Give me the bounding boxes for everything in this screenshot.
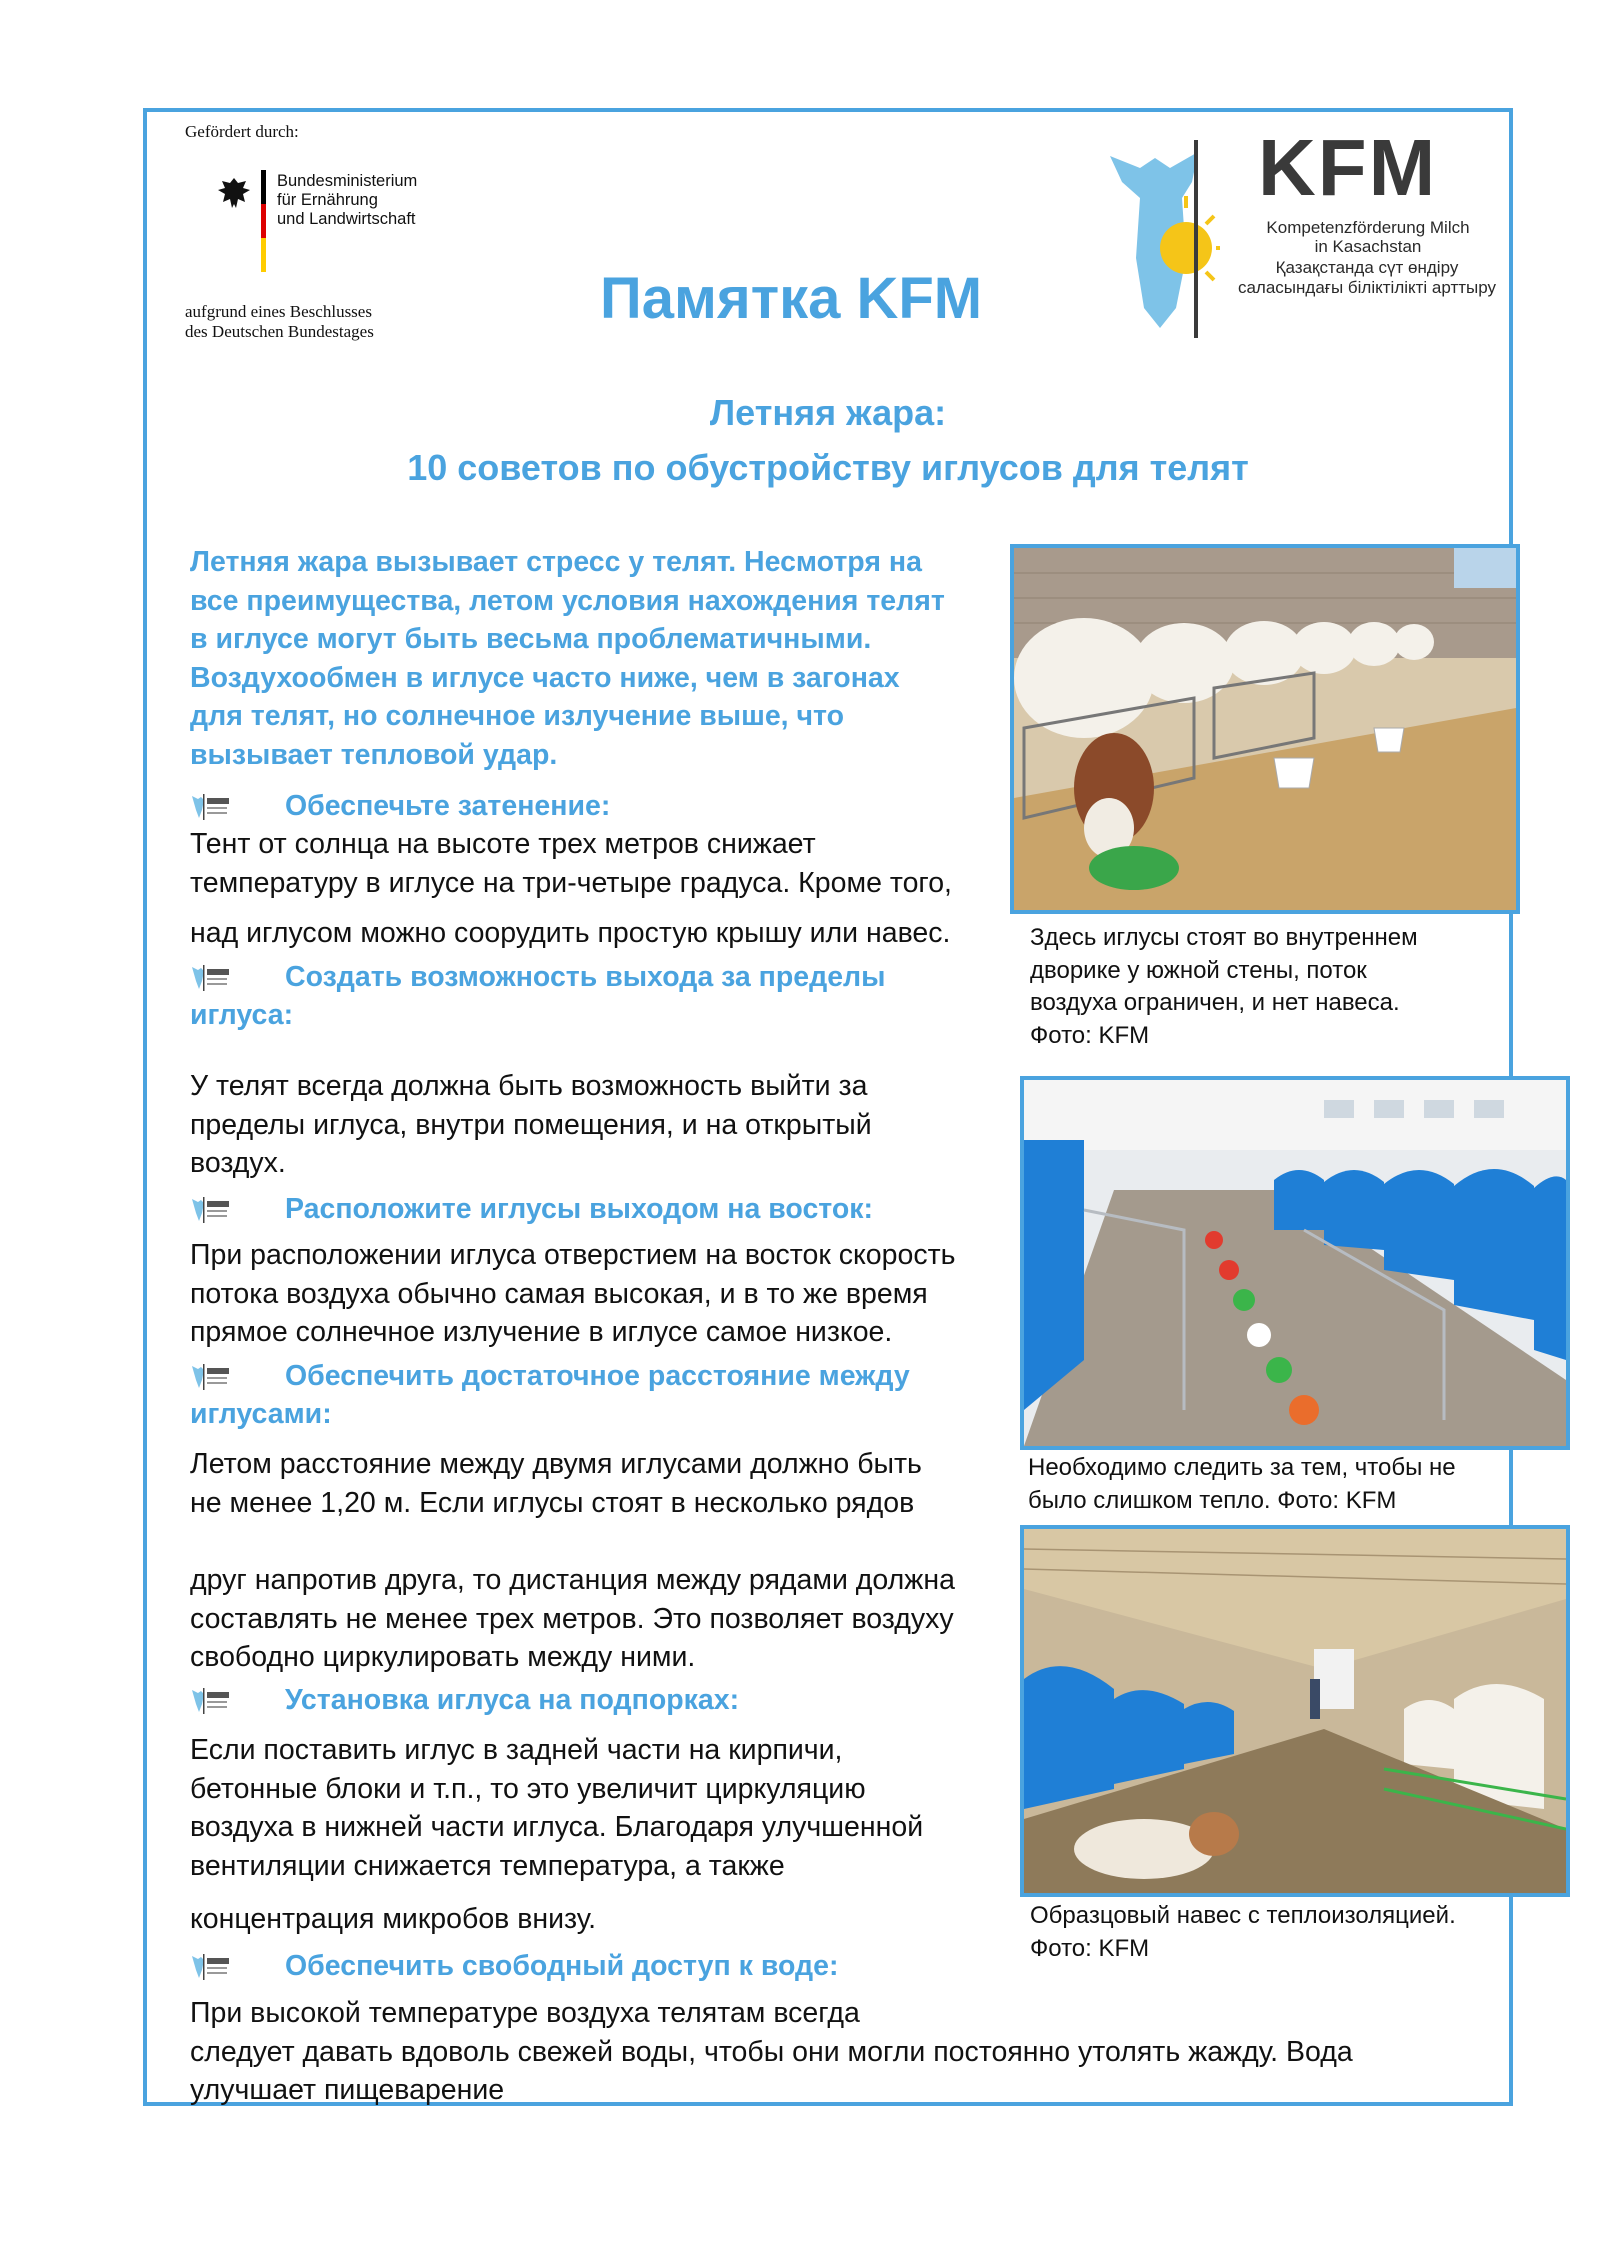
kfm-subtitle-de: Kompetenzförderung Milch in Kasachstan (1266, 218, 1470, 256)
kfm-name: KFM (1258, 123, 1438, 212)
kfm-bullet-icon (190, 1195, 234, 1225)
tip-4-body-part-2: друг напротив друга, то дистанция между рядами должна составлять не менее трех метров. Это позволяет воздуху свободно циркулировать между ними. (190, 1564, 955, 1673)
tip-4-heading-line-2: иглусами: (190, 1398, 332, 1430)
tip-1-heading: Обеспечьте затенение: (285, 790, 611, 822)
photo-2-caption: Необходимо следить за тем, чтобы не было слишком тепло. Фото: KFM (1028, 1454, 1456, 1514)
photo-insulated-shelter (1020, 1525, 1570, 1897)
photo-igloos-courtyard (1010, 544, 1520, 914)
sponsor-label: Gefördert durch: (185, 122, 299, 141)
tip-1-body: Тент от солнца на высоте трех метров снижает температуру в иглусе на три-четыре градуса. Кроме того, над иглусом можно соорудить простую крышу или навес. (190, 828, 952, 949)
flag-gold-stripe (261, 238, 266, 272)
photo-blue-igloos-barn (1020, 1076, 1570, 1450)
tip-2-body: У телят всегда должна быть возможность выйти за пределы иглуса, внутри помещения, и на открытый воздух. (190, 1070, 872, 1179)
kfm-bullet-icon (190, 1686, 234, 1716)
tip-6-heading: Обеспечить свободный доступ к воде: (285, 1950, 839, 1982)
kfm-bullet-icon (190, 1362, 234, 1392)
tip-2-heading-line-1: Создать возможность выхода за пределы (285, 961, 886, 993)
tip-3-heading: Расположите иглусы выходом на восток: (285, 1193, 874, 1225)
intro-paragraph: Летняя жара вызывает стресс у телят. Несмотря на все преимущества, летом условия нахождения телят в иглусе могут быть весьма проблематичными. Воздухообмен в иглусе часто ниже, чем в загонах для телят, но солнечное излучение выше, что вызывает тепловой удар. (190, 546, 945, 771)
tip-4-heading-line-1: Обеспечить достаточное расстояние между (285, 1360, 910, 1392)
kfm-bullet-icon (190, 1952, 234, 1982)
flag-red-stripe (261, 204, 266, 238)
kfm-bullet-icon (190, 963, 234, 993)
page-title: Памятка KFM (600, 266, 983, 331)
bundestag-note: aufgrund eines Beschlusses des Deutschen Bundestages (185, 302, 374, 341)
kfm-subtitle-kz: Қазақстанда сүт өндіру саласындағы біліктілікті арттыру (1237, 258, 1497, 297)
tip-6-body: При высокой температуре воздуха телятам всегда следует давать вдоволь свежей воды, чтобы они могли постоянно утолять жажду. Вода улучшает пищеварение (190, 1997, 1353, 2106)
tip-5-heading: Установка иглуса на подпорках: (285, 1684, 740, 1716)
subtitle-line-1: Летняя жара: (709, 392, 947, 433)
tip-2-heading-line-2: иглуса: (190, 999, 294, 1031)
tip-5-body-part-1: Если поставить иглус в задней части на кирпичи, бетонные блоки и т.п., то это увеличит циркуляцию воздуха в нижней части иглуса. Благодаря улучшенной вентиляции снижается температура, а также (190, 1734, 924, 1882)
tip-5-body-part-2: концентрация микробов внизу. (190, 1903, 597, 1935)
tip-4-body-part-1: Летом расстояние между двумя иглусами должно быть не менее 1,20 м. Если иглусы стоят в несколько рядов (190, 1448, 922, 1519)
photo-3-caption: Образцовый навес с теплоизоляцией. Фото: KFM (1030, 1902, 1456, 1962)
eagle-icon (215, 174, 253, 214)
kfm-bullet-icon (190, 792, 234, 822)
cow-head-icon (1100, 138, 1220, 338)
subtitle-line-2: 10 советов по обустройству иглусов для телят (407, 447, 1249, 488)
ministry-name: Bundesministerium für Ernährung und Landwirtschaft (277, 172, 418, 228)
flag-black-stripe (261, 170, 266, 204)
ministry-logo (215, 170, 425, 280)
photo-1-caption: Здесь иглусы стоят во внутреннем дворике у южной стены, поток воздуха ограничен, и нет навеса. Фото: KFM (1030, 924, 1418, 1049)
kfm-logo (1100, 118, 1500, 348)
tip-3-body: При расположении иглуса отверстием на восток скорость потока воздуха обычно самая высокая, и в то же время прямое солнечное излучение в иглусе самое низкое. (190, 1239, 956, 1348)
